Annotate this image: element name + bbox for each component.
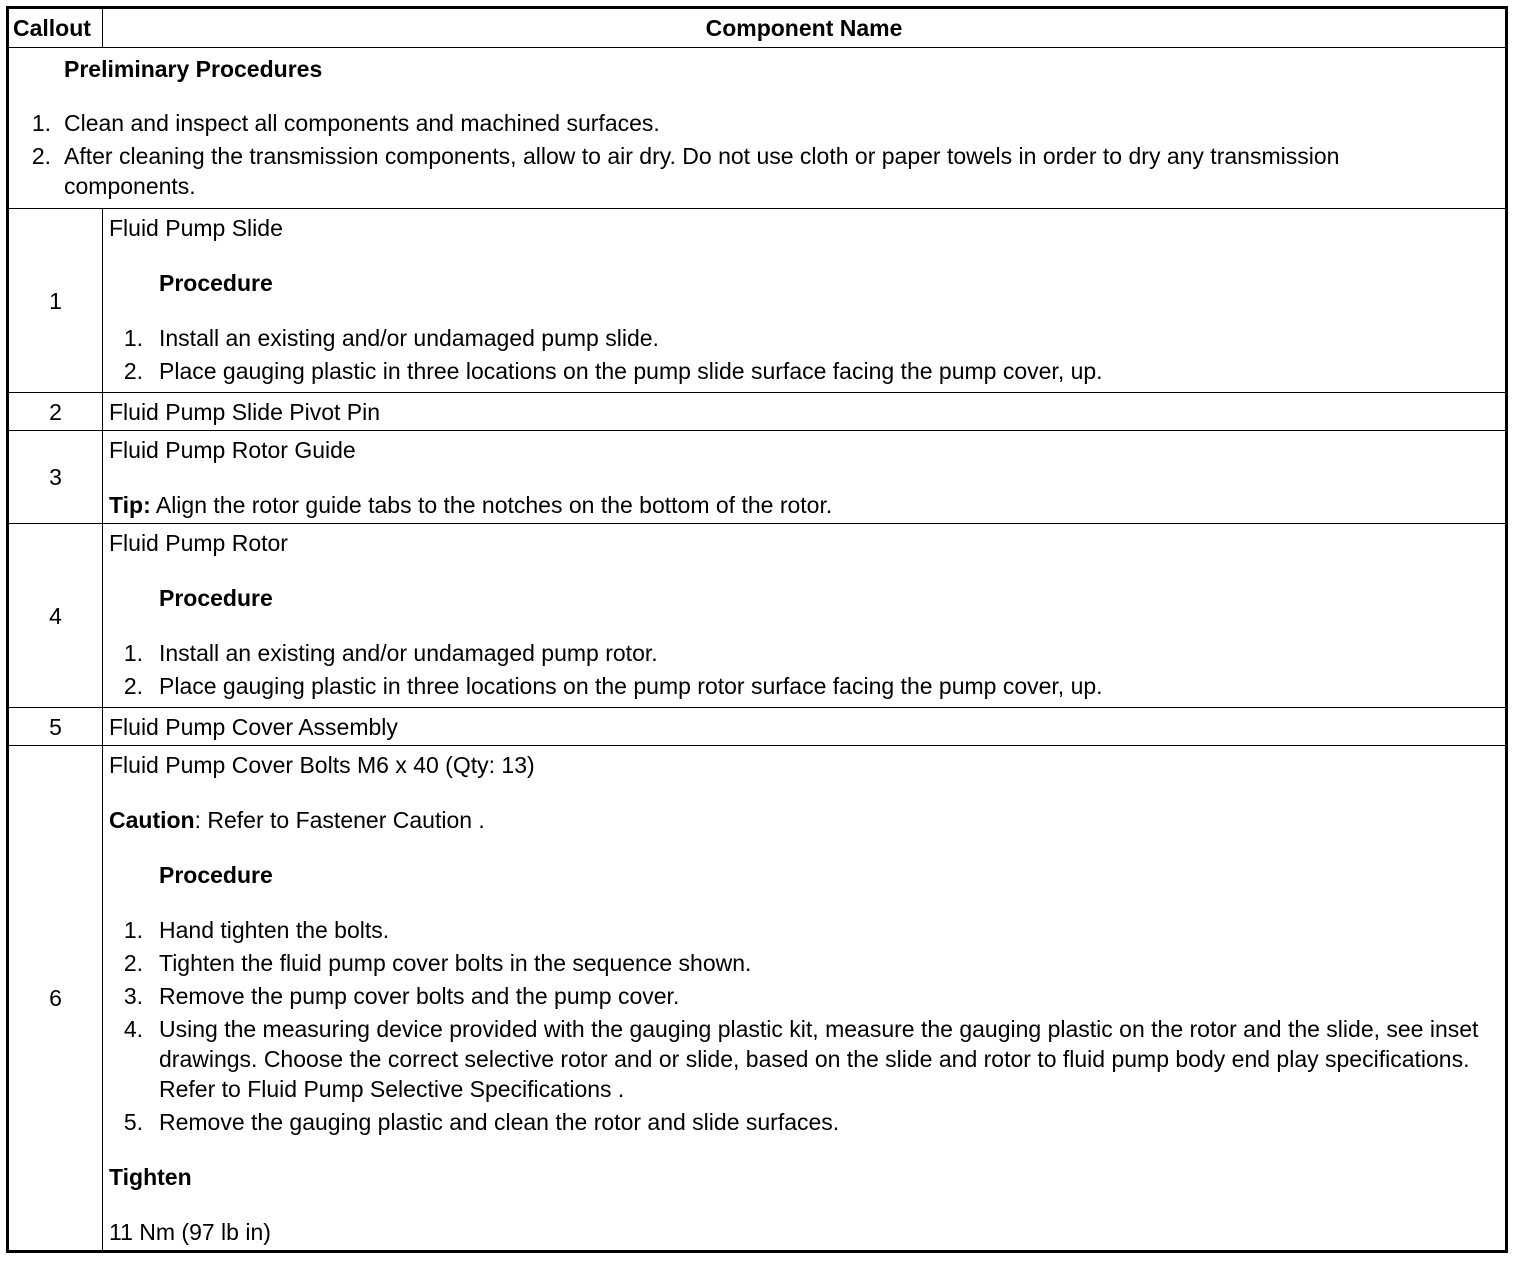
step-number: 4.	[123, 1016, 143, 1042]
list-item	[109, 356, 1499, 386]
component-name-column-header: Component Name	[103, 8, 1507, 48]
component-cell	[103, 708, 1507, 746]
caution-text: : Refer to Fastener Caution .	[194, 807, 485, 833]
callout-number: 3	[8, 431, 103, 524]
step-text: Remove the pump cover bolts and the pump cover.	[159, 983, 680, 1009]
list-item	[109, 1014, 1499, 1104]
step-text: Tighten the fluid pump cover bolts in the sequence shown.	[159, 950, 752, 976]
callout-number: 2	[8, 393, 103, 431]
list-item	[109, 1107, 1499, 1137]
table-row	[8, 524, 1507, 708]
preliminary-cell	[8, 48, 1507, 209]
component-cell	[103, 393, 1507, 431]
step-number: 2.	[123, 673, 143, 699]
component-name: Fluid Pump Cover Assembly	[109, 714, 398, 740]
preliminary-steps	[9, 108, 1505, 201]
list-item	[109, 671, 1499, 701]
component-cell	[103, 209, 1507, 393]
procedure-steps	[109, 915, 1499, 1137]
list-item	[9, 108, 1505, 138]
procedure-heading: Procedure	[159, 585, 273, 611]
step-number: 5.	[123, 1109, 143, 1135]
component-name: Fluid Pump Cover Bolts M6 x 40 (Qty: 13)	[109, 752, 535, 778]
step-number: 2.	[31, 143, 51, 169]
callout-number: 4	[8, 524, 103, 708]
tighten-heading	[109, 1162, 1499, 1192]
component-cell	[103, 524, 1507, 708]
list-item	[9, 141, 1505, 201]
caution-note	[109, 805, 1499, 835]
step-number: 1.	[123, 325, 143, 351]
procedure-heading: Procedure	[159, 862, 273, 888]
component-cell	[103, 431, 1507, 524]
caution-label: Caution	[109, 807, 195, 833]
list-item	[109, 981, 1499, 1011]
procedure-steps	[109, 638, 1499, 701]
step-number: 3.	[123, 983, 143, 1009]
tip-text: Align the rotor guide tabs to the notches on the bottom of the rotor.	[150, 492, 833, 518]
step-text: Hand tighten the bolts.	[159, 917, 390, 943]
callout-number: 6	[8, 746, 103, 1252]
step-number: 1.	[123, 917, 143, 943]
tip-note	[109, 490, 1499, 520]
step-text: Place gauging plastic in three locations on the pump slide surface facing the pump cover, up.	[159, 358, 1103, 384]
procedure-heading: Procedure	[159, 270, 273, 296]
component-name: Fluid Pump Slide	[109, 215, 283, 241]
table-row	[8, 708, 1507, 746]
tighten-value: 11 Nm (97 lb in)	[109, 1219, 271, 1245]
list-item	[109, 948, 1499, 978]
component-name: Fluid Pump Slide Pivot Pin	[109, 399, 381, 425]
tip-label: Tip:	[109, 492, 151, 518]
tighten-label: Tighten	[109, 1164, 192, 1190]
preliminary-title: Preliminary Procedures	[64, 56, 323, 82]
list-item	[109, 915, 1499, 945]
step-text: Remove the gauging plastic and clean the rotor and slide surfaces.	[159, 1109, 840, 1135]
step-text: Install an existing and/or undamaged pump rotor.	[159, 640, 658, 666]
step-number: 2.	[123, 950, 143, 976]
table-header-row	[8, 8, 1507, 48]
table-row	[8, 431, 1507, 524]
step-number: 1.	[123, 640, 143, 666]
step-number: 1.	[31, 110, 51, 136]
component-table	[6, 6, 1508, 1253]
callout-number: 1	[8, 209, 103, 393]
list-item	[109, 323, 1499, 353]
table-row	[8, 746, 1507, 1252]
component-name: Fluid Pump Rotor	[109, 530, 288, 556]
preliminary-row	[8, 48, 1507, 209]
step-text: Clean and inspect all components and machined surfaces.	[64, 110, 660, 136]
callout-number: 5	[8, 708, 103, 746]
step-number: 2.	[123, 358, 143, 384]
list-item	[109, 638, 1499, 668]
step-text: Place gauging plastic in three locations on the pump rotor surface facing the pump cover, up.	[159, 673, 1103, 699]
callout-column-header: Callout	[8, 8, 103, 48]
step-text: Using the measuring device provided with the gauging plastic kit, measure the gauging plastic on the rotor and the slide, see inset drawings. Choose the correct selective rotor and or slide, based on the slide and rotor to fluid pump body end play specifications. Refer to Fluid Pump Selective Specifications .	[159, 1016, 1479, 1102]
step-text: After cleaning the transmission components, allow to air dry. Do not use cloth or paper towels in order to dry any transmission components.	[64, 143, 1340, 199]
step-text: Install an existing and/or undamaged pump slide.	[159, 325, 659, 351]
component-name: Fluid Pump Rotor Guide	[109, 437, 356, 463]
table-row	[8, 209, 1507, 393]
procedure-steps	[109, 323, 1499, 386]
table-row	[8, 393, 1507, 431]
component-cell	[103, 746, 1507, 1252]
